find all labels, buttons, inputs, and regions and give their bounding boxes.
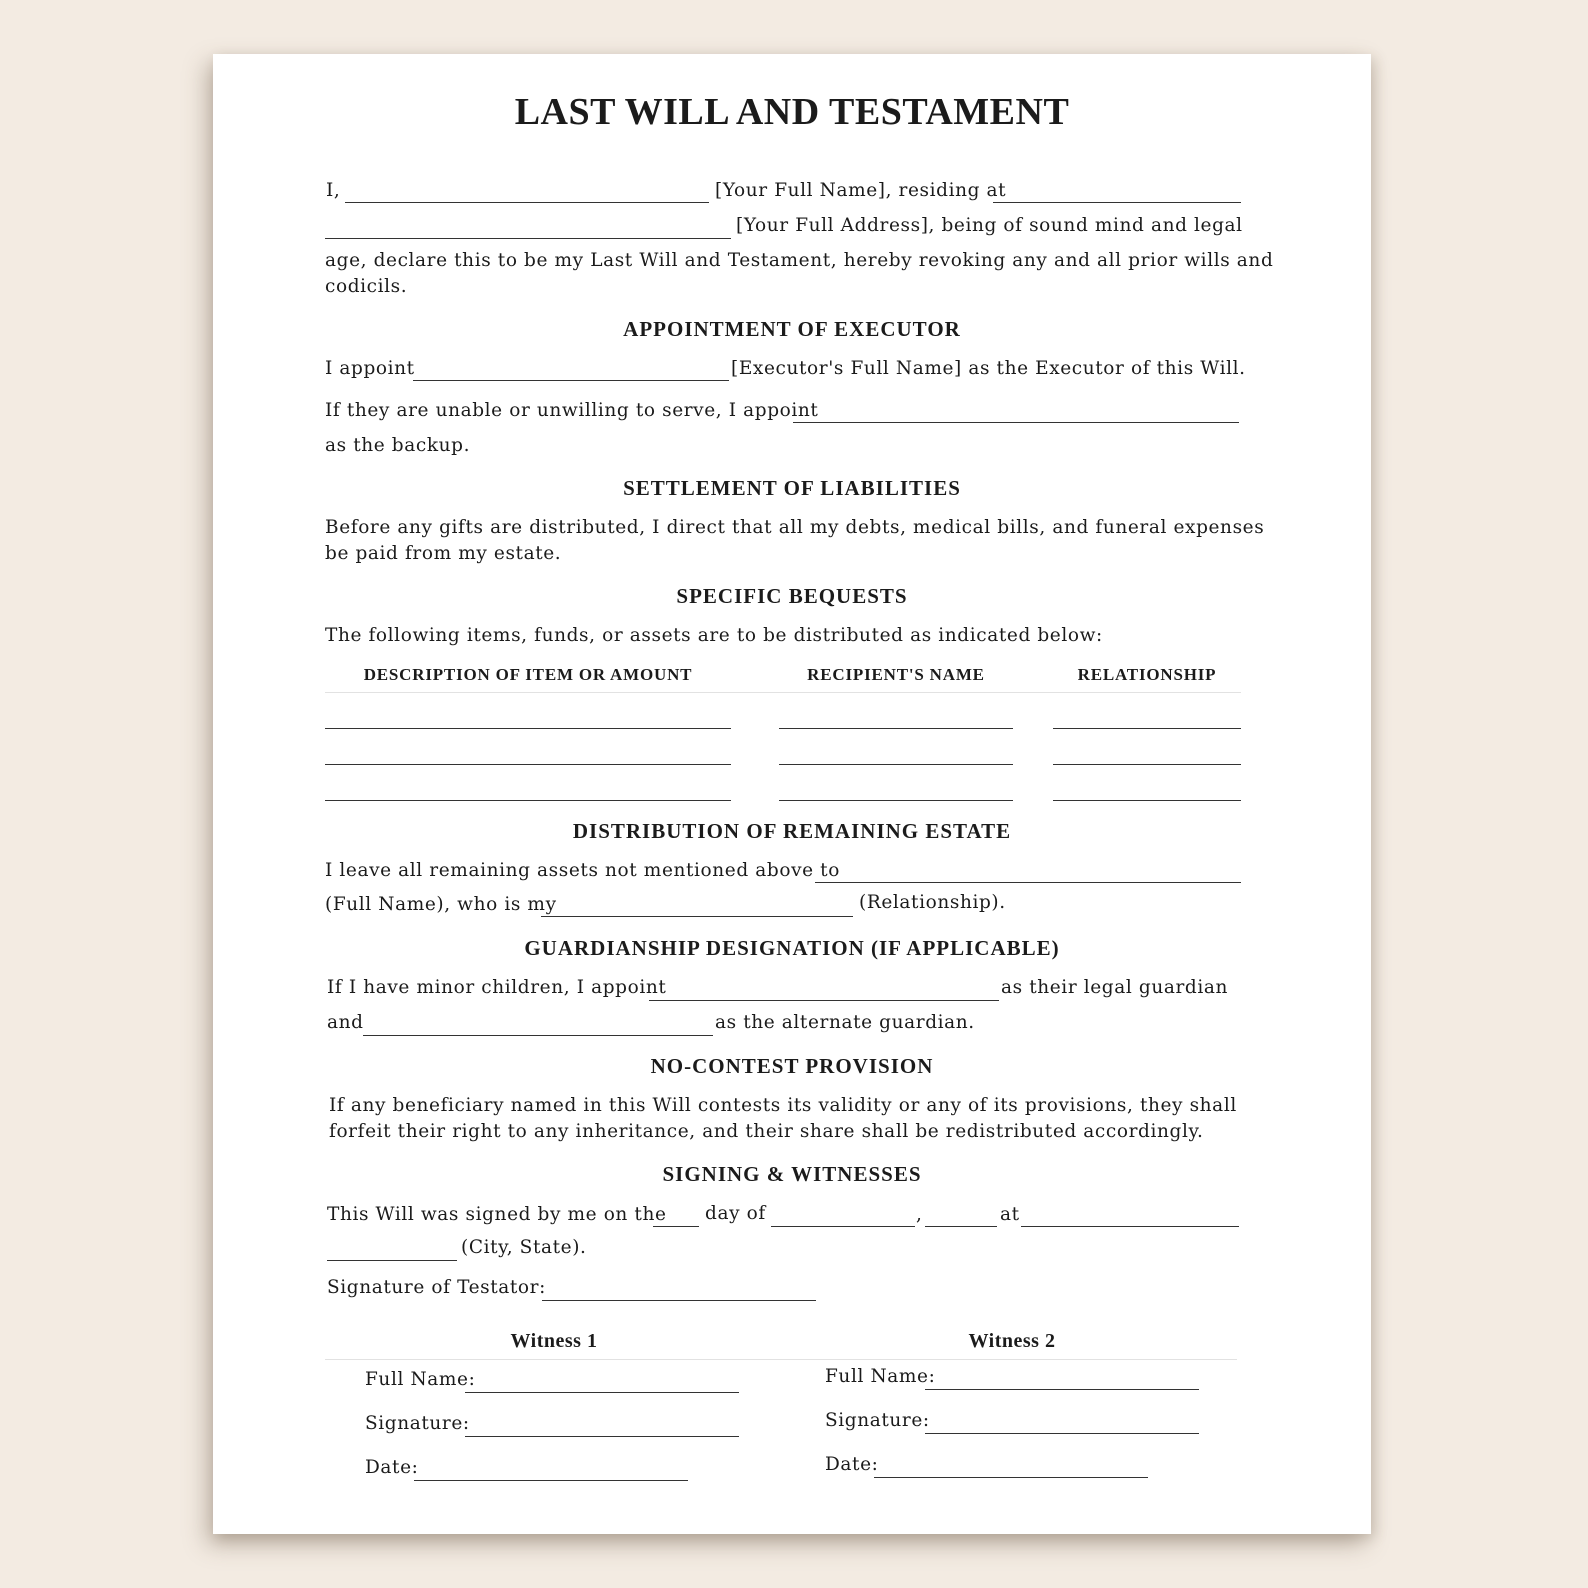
witness-1-date-label: Date: bbox=[365, 1457, 419, 1478]
backup-executor-field[interactable] bbox=[793, 422, 1239, 423]
heading-remaining-estate: DISTRIBUTION OF REMAINING ESTATE bbox=[572, 819, 1012, 843]
intro-text-declare: age, declare this to be my Last Will and Testament, hereby revoking any and all prior wills and bbox=[325, 250, 1274, 271]
executor-name-field[interactable] bbox=[413, 380, 729, 381]
signing-city-field-part1[interactable] bbox=[1021, 1226, 1239, 1227]
bequest-description-field[interactable] bbox=[325, 764, 731, 765]
address-field-part2[interactable] bbox=[325, 238, 731, 239]
witness-2-signature-field[interactable] bbox=[925, 1433, 1199, 1434]
address-field-part1[interactable] bbox=[993, 202, 1241, 203]
bequest-recipient-field[interactable] bbox=[779, 728, 1013, 729]
witness-2-date-label: Date: bbox=[825, 1454, 879, 1475]
witness-1-date-field[interactable] bbox=[414, 1480, 688, 1481]
witness-2-title: Witness 2 bbox=[968, 1330, 1056, 1352]
column-header-description: DESCRIPTION OF ITEM OR AMOUNT bbox=[363, 665, 693, 684]
liabilities-text-2: be paid from my estate. bbox=[325, 543, 562, 564]
signing-text-at: at bbox=[1000, 1204, 1020, 1225]
remaining-text-2b: (Relationship). bbox=[859, 892, 1006, 913]
guardianship-text-1a: If I have minor children, I appoint bbox=[327, 977, 667, 998]
witness-2-name-field[interactable] bbox=[925, 1389, 1199, 1390]
heading-executor: APPOINTMENT OF EXECUTOR bbox=[623, 317, 961, 341]
table-header-divider bbox=[325, 692, 1241, 693]
bequests-intro: The following items, funds, or assets are to be distributed as indicated below: bbox=[325, 625, 1103, 646]
intro-text-address: [Your Full Address], being of sound mind and legal bbox=[736, 215, 1243, 236]
heading-guardianship: GUARDIANSHIP DESIGNATION (IF APPLICABLE) bbox=[524, 936, 1060, 960]
guardianship-text-2b: as the alternate guardian. bbox=[715, 1012, 975, 1033]
remaining-relationship-field[interactable] bbox=[541, 916, 853, 917]
executor-text-backup: as the backup. bbox=[325, 435, 471, 456]
intro-text-residing: [Your Full Name], residing at bbox=[715, 180, 1007, 201]
signing-text-comma: , bbox=[916, 1204, 923, 1225]
bequest-relationship-field[interactable] bbox=[1053, 728, 1241, 729]
document-title: LAST WILL AND TESTAMENT bbox=[514, 91, 1070, 133]
document-page bbox=[213, 54, 1371, 1534]
signing-city-field-part2[interactable] bbox=[327, 1260, 457, 1261]
no-contest-text-2: forfeit their right to any inheritance, and their share shall be redistributed accordingly. bbox=[329, 1121, 1204, 1142]
bequest-recipient-field[interactable] bbox=[779, 764, 1013, 765]
witness-1-signature-field[interactable] bbox=[465, 1436, 739, 1437]
intro-text-i: I, bbox=[326, 180, 341, 201]
guardianship-text-2a: and bbox=[327, 1012, 364, 1033]
witness-1-signature-label: Signature: bbox=[365, 1413, 470, 1434]
bequest-recipient-field[interactable] bbox=[779, 800, 1013, 801]
remaining-text-2a: (Full Name), who is my bbox=[325, 894, 557, 915]
signing-day-field[interactable] bbox=[653, 1226, 699, 1227]
testator-signature-field[interactable] bbox=[542, 1300, 816, 1301]
witness-1-title: Witness 1 bbox=[510, 1330, 598, 1352]
intro-text-codicils: codicils. bbox=[325, 276, 408, 297]
testator-signature-label: Signature of Testator: bbox=[327, 1277, 546, 1298]
signing-text-city-state: (City, State). bbox=[461, 1237, 587, 1258]
executor-text-role: [Executor's Full Name] as the Executor of this Will. bbox=[731, 358, 1246, 379]
heading-signing: SIGNING & WITNESSES bbox=[662, 1162, 922, 1186]
executor-text-appoint: I appoint bbox=[325, 358, 415, 379]
witness-2-date-field[interactable] bbox=[874, 1477, 1148, 1478]
witness-1-name-field[interactable] bbox=[465, 1392, 739, 1393]
witness-header-divider bbox=[325, 1359, 1237, 1360]
signing-text-day-of: day of bbox=[705, 1203, 766, 1224]
heading-no-contest: NO-CONTEST PROVISION bbox=[650, 1054, 934, 1078]
bequest-description-field[interactable] bbox=[325, 800, 731, 801]
full-name-field[interactable] bbox=[345, 202, 709, 203]
liabilities-text-1: Before any gifts are distributed, I direct that all my debts, medical bills, and funeral expenses bbox=[325, 517, 1265, 538]
guardianship-text-1b: as their legal guardian bbox=[1001, 977, 1229, 998]
witness-1-name-label: Full Name: bbox=[365, 1369, 476, 1390]
remaining-beneficiary-field[interactable] bbox=[815, 882, 1241, 883]
signing-text-signed-on: This Will was signed by me on the bbox=[327, 1204, 667, 1225]
executor-text-backup-intro: If they are unable or unwilling to serve, I appoint bbox=[325, 400, 819, 421]
heading-liabilities: SETTLEMENT OF LIABILITIES bbox=[623, 476, 961, 500]
no-contest-text-1: If any beneficiary named in this Will contests its validity or any of its provisions, they shall bbox=[329, 1095, 1237, 1116]
signing-year-field[interactable] bbox=[925, 1226, 997, 1227]
remaining-text-1: I leave all remaining assets not mentioned above to bbox=[325, 860, 840, 881]
bequest-relationship-field[interactable] bbox=[1053, 800, 1241, 801]
bequest-relationship-field[interactable] bbox=[1053, 764, 1241, 765]
alternate-guardian-field[interactable] bbox=[363, 1035, 713, 1036]
heading-bequests: SPECIFIC BEQUESTS bbox=[676, 584, 908, 608]
column-header-relationship: RELATIONSHIP bbox=[1077, 665, 1217, 684]
witness-2-signature-label: Signature: bbox=[825, 1410, 930, 1431]
column-header-recipient: RECIPIENT'S NAME bbox=[807, 665, 985, 684]
signing-month-field[interactable] bbox=[771, 1226, 915, 1227]
witness-2-name-label: Full Name: bbox=[825, 1366, 936, 1387]
bequest-description-field[interactable] bbox=[325, 728, 731, 729]
guardian-field[interactable] bbox=[649, 1000, 999, 1001]
